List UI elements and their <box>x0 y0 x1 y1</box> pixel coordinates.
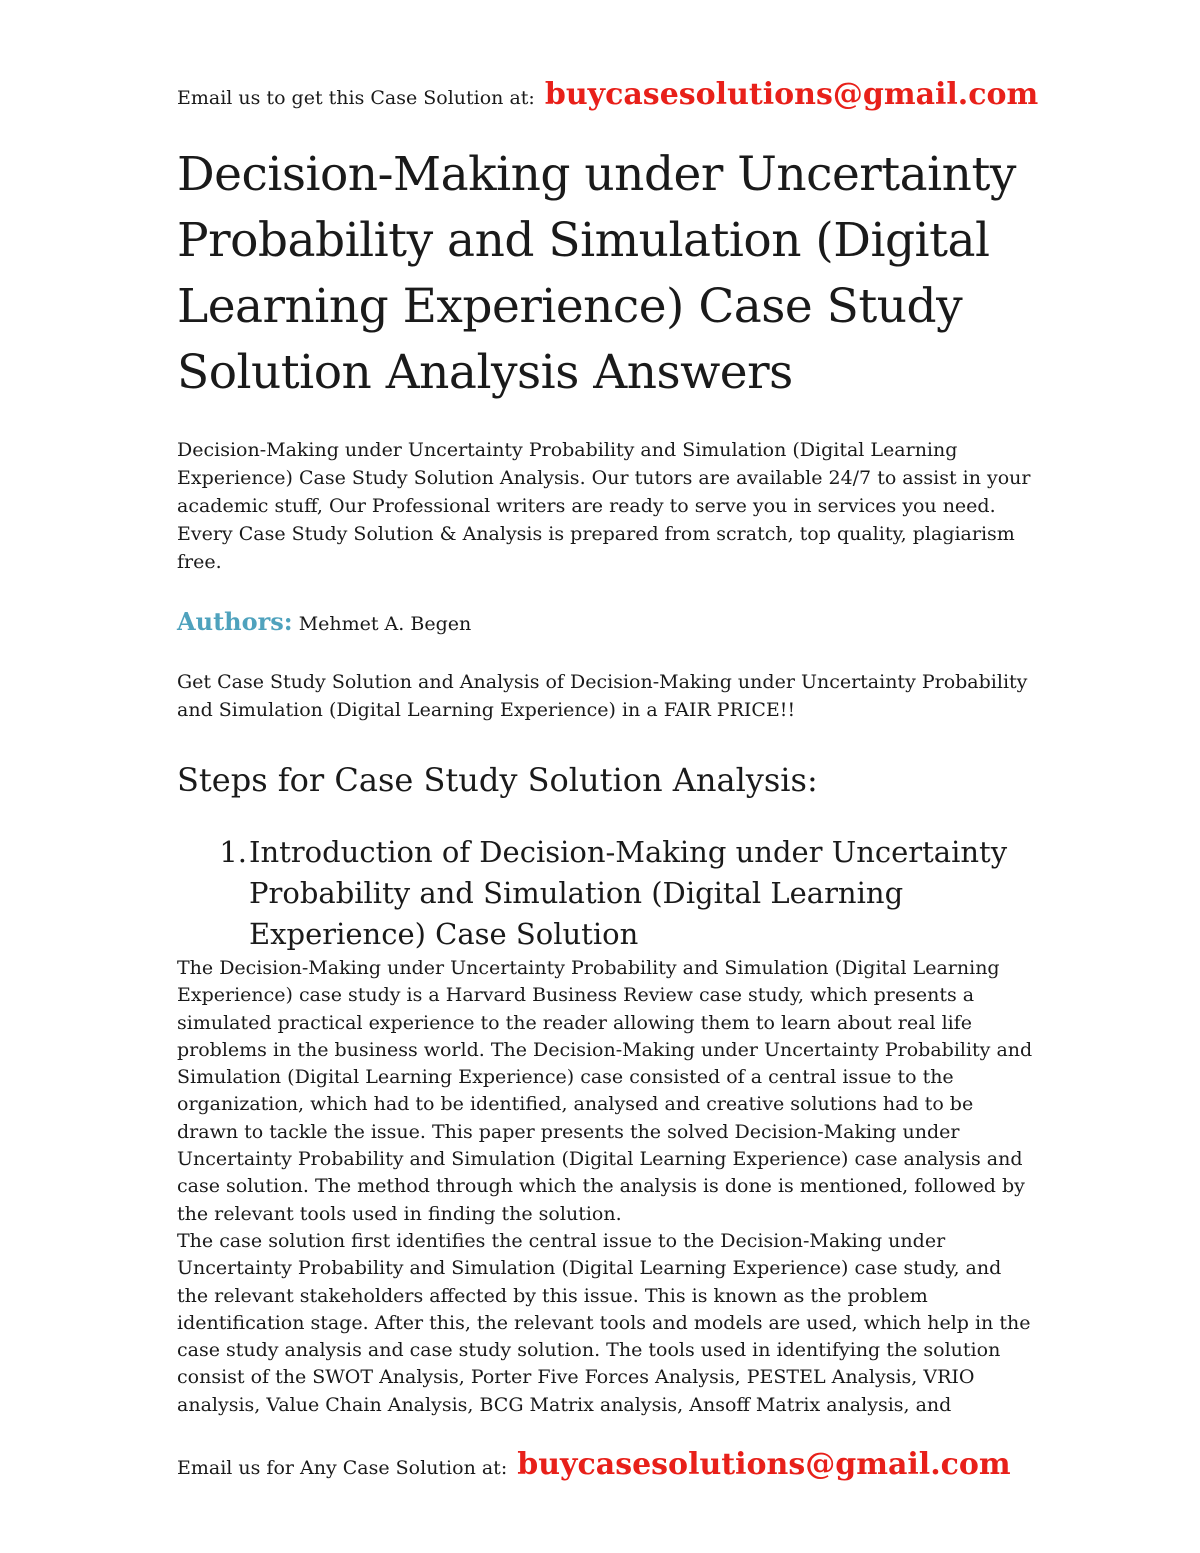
step-item <box>177 832 1037 955</box>
step-title: Introduction of Decision-Making under Uncertainty Probability and Simulation (Digital Learning Experience) Case Solution <box>249 835 1008 951</box>
intro-paragraph: Decision-Making under Uncertainty Probability and Simulation (Digital Learning Experience) Case Study Solution Analysis. Our tutors are available 24/7 to assist in your academic stuff, Our Professional writers are ready to serve you in services you need. Every Case Study Solution & Analysis is prepared from scratch, top quality, plagiarism free. <box>177 439 1031 573</box>
document-title: Decision-Making under Uncertainty Probability and Simulation (Digital Learning Experience) Case Study Solution Analysis Answers <box>177 147 1016 400</box>
authors-label: Authors: <box>177 607 293 636</box>
step-number: 1. <box>219 835 247 869</box>
header-email-line <box>177 70 1037 120</box>
authors-names: Mehmet A. Begen <box>298 613 472 635</box>
authors-line <box>177 606 1037 640</box>
offer-paragraph: Get Case Study Solution and Analysis of Decision-Making under Uncertainty Probability and Simulation (Digital Learning Experience) in a FAIR PRICE!! <box>177 671 1028 721</box>
body-paragraph: The case solution first identifies the central issue to the Decision-Making under Uncertainty Probability and Simulation (Digital Learning Experience) case study, and the relevant stakeholders affected by this issue. This is known as the problem identification stage. After this, the relevant tools and models are used, which help in the case study analysis and case study solution. The tools used in identifying the solution consist of the SWOT Analysis, Porter Five Forces Analysis, PESTEL Analysis, VRIO analysis, Value Chain Analysis, BCG Matrix analysis, Ansoff Matrix analysis, and <box>177 1229 1031 1416</box>
body-paragraph: The Decision-Making under Uncertainty Probability and Simulation (Digital Learning Experience) case study is a Harvard Business Review case study, which presents a simulated practical experience to the reader allowing them to learn about real life problems in the business world. The Decision-Making under Uncertainty Probability and Simulation (Digital Learning Experience) case consisted of a central issue to the organization, which had to be identified, analysed and creative solutions had to be drawn to tackle the issue. This paper presents the solved Decision-Making under Uncertainty Probability and Simulation (Digital Learning Experience) case analysis and case solution. The method through which the analysis is done is mentioned, followed by the relevant tools used in finding the solution. <box>177 957 1033 1225</box>
footer-email-line <box>177 1440 1011 1493</box>
steps-heading: Steps for Case Study Solution Analysis: <box>177 761 818 799</box>
footer-email-prompt: Email us for Any Case Solution at: <box>177 1457 508 1479</box>
header-email-address[interactable]: buycasesolutions@gmail.com <box>544 77 1039 112</box>
footer-email-address[interactable]: buycasesolutions@gmail.com <box>517 1447 1011 1482</box>
header-email-prompt: Email us to get this Case Solution at: <box>177 87 535 109</box>
document-content <box>177 70 1037 1419</box>
